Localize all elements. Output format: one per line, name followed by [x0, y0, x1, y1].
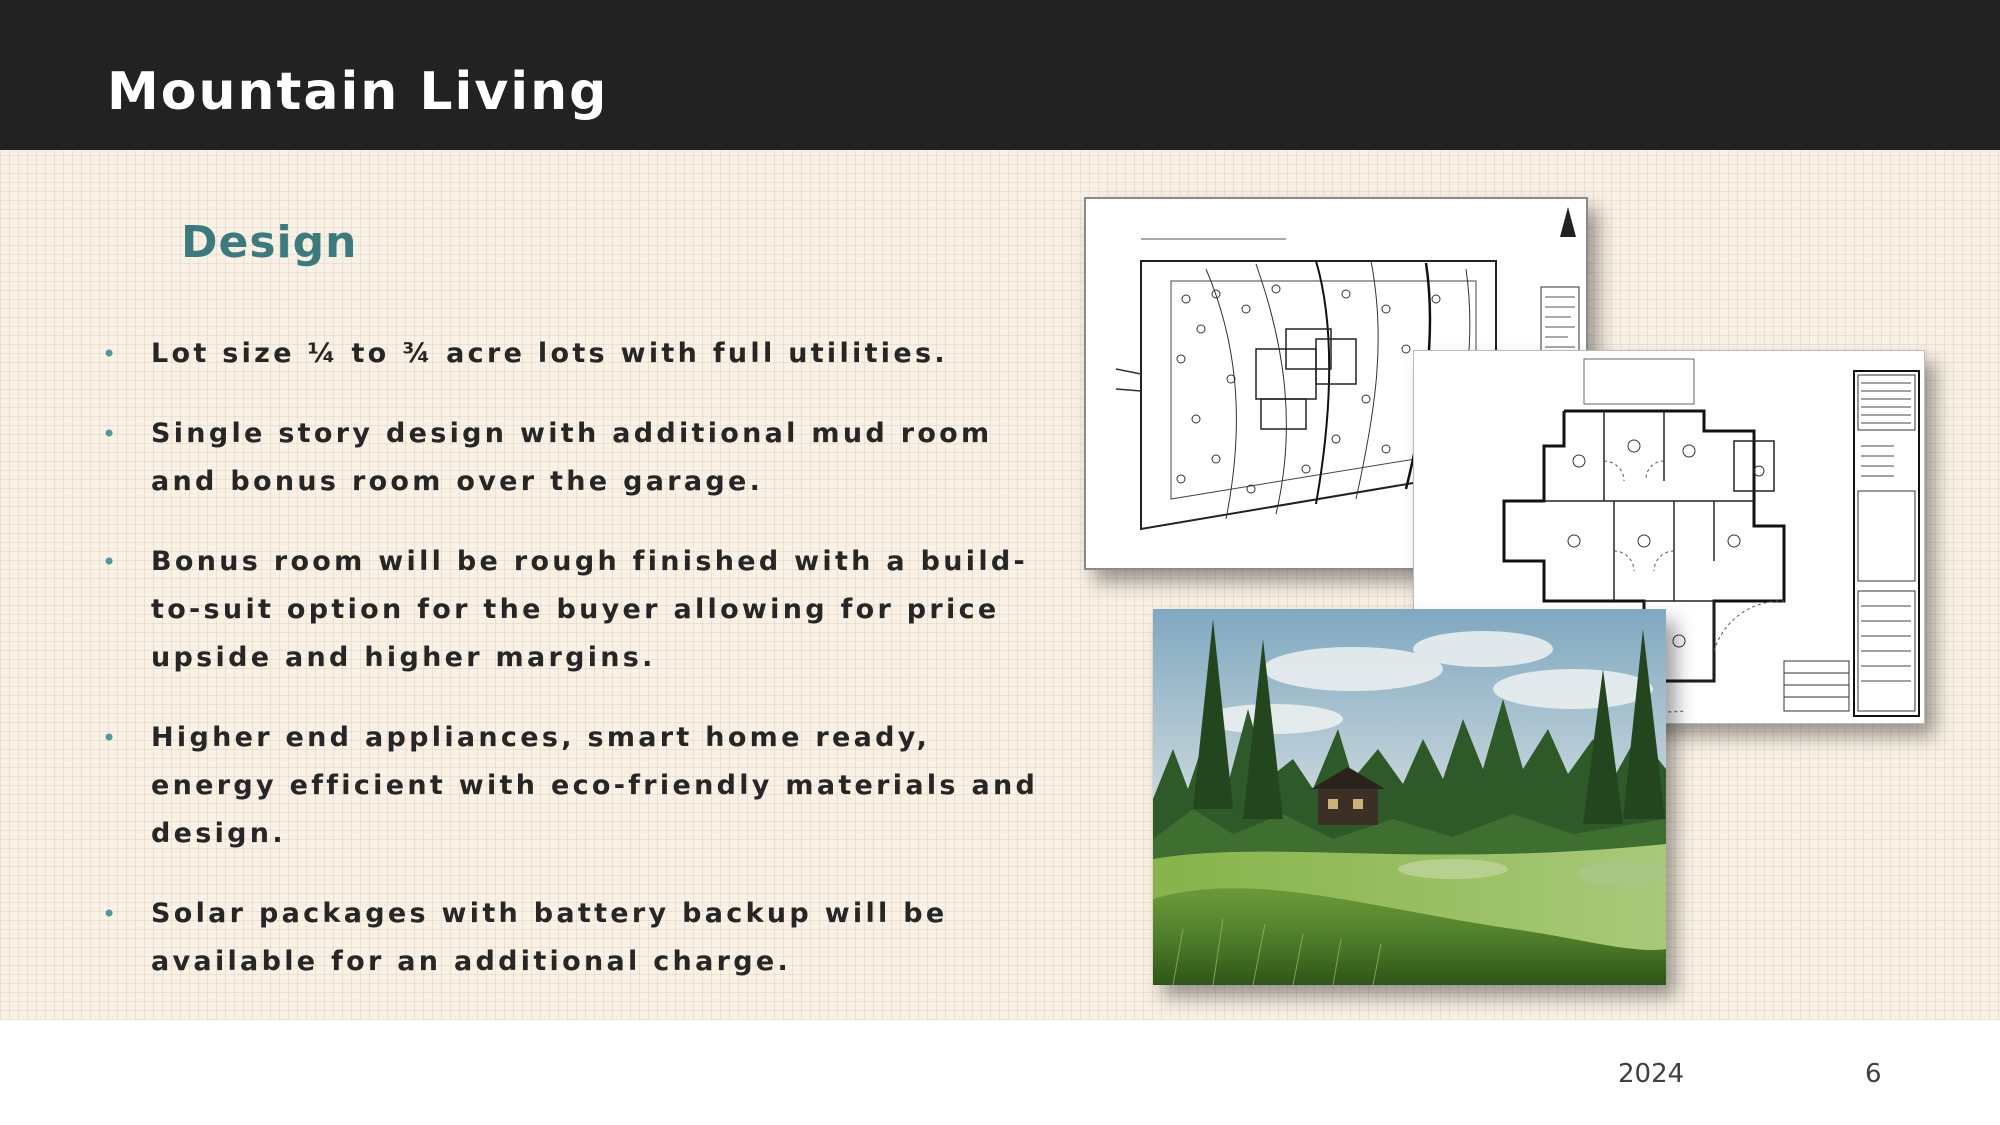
- section-heading: Design: [181, 217, 358, 268]
- bullet-icon: •: [102, 420, 120, 448]
- bullet-item-solar: [100, 890, 1040, 986]
- slide-header: [0, 0, 2000, 150]
- bullet-text: Lot size ¼ to ¾ acre lots with full utilities.: [151, 338, 948, 369]
- landscape-photo: [1153, 609, 1666, 985]
- bullet-icon: •: [102, 340, 120, 368]
- footer-year: 2024: [1618, 1059, 1685, 1089]
- bullet-icon: •: [102, 548, 120, 576]
- bullet-icon: •: [102, 724, 120, 752]
- bullet-item-appliances: [100, 714, 1040, 858]
- bullet-item-lot-size: [100, 330, 1040, 378]
- bullet-text: Bonus room will be rough finished with a build-to-suit option for the buyer allowing for price upside and higher margins.: [151, 546, 1029, 673]
- bullet-item-single-story: [100, 410, 1040, 506]
- bullet-list: [100, 330, 1040, 1018]
- bullet-icon: •: [102, 900, 120, 928]
- slide-title: Mountain Living: [107, 62, 609, 122]
- bullet-text: Solar packages with battery backup will be available for an additional charge.: [151, 898, 948, 977]
- bullet-text: Higher end appliances, smart home ready, energy efficient with eco-friendly materials and design.: [151, 722, 1039, 849]
- bullet-item-bonus-room: [100, 538, 1040, 682]
- bullet-text: Single story design with additional mud room and bonus room over the garage.: [151, 418, 993, 497]
- landscape-photo-drawing: [1153, 609, 1666, 985]
- footer-page-number: 6: [1865, 1059, 1882, 1089]
